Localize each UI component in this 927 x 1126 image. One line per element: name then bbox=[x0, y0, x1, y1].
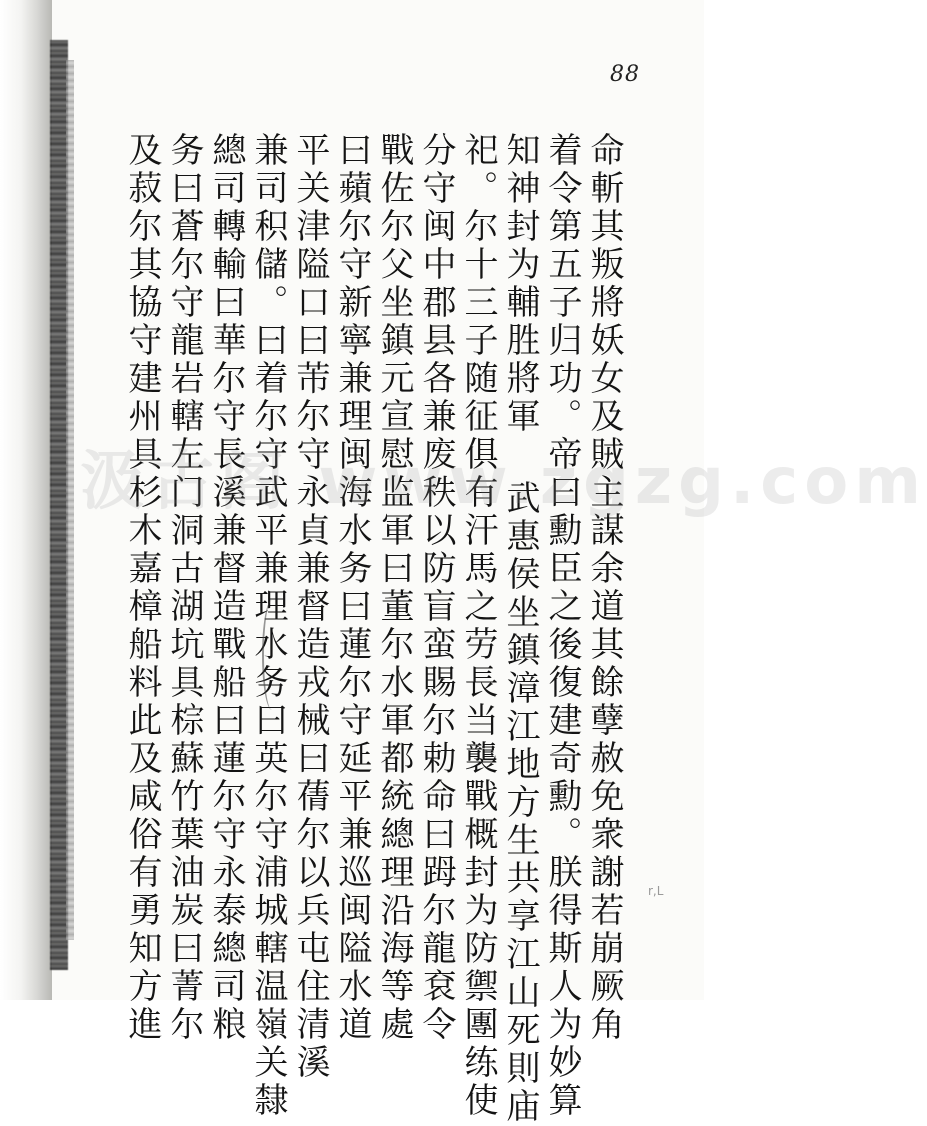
corner-mark: r,L bbox=[648, 884, 664, 898]
text-column-11: 务曰蒼尔守龍岩轄左门洞古湖坑具棕蘇竹葉油炭曰菁尔 bbox=[164, 132, 204, 1044]
text-column-3: 知神封为輔胜將軍 武惠侯坐鎮漳江地方生共享江山死則庙 bbox=[500, 132, 540, 1126]
text-column-10: 總司轉輸曰華尔守長溪兼督造戰船曰蓮尔守永泰總司粮 bbox=[206, 132, 246, 1044]
margin-bracket bbox=[262, 600, 282, 710]
text-column-6: 戰佐尔父坐鎮元宣慰监軍曰董尔水軍都統總理沿海等處 bbox=[374, 132, 414, 1044]
page-number: 88 bbox=[610, 62, 640, 87]
text-column-8: 平关津隘口曰芾尔守永貞兼督造戎械曰蒨尔以兵屯住清溪 bbox=[290, 132, 330, 1082]
text-column-1: 命斬其叛將妖女及賊主謀余道其餘孽赦免衆謝若崩厥角 bbox=[584, 132, 624, 1044]
text-column-4: 祀。尔十三子随征俱有汗馬之劳長当襲戰概封为防禦團练使 bbox=[458, 132, 498, 1120]
text-column-12: 及菽尔其協守建州具杉木嘉樟船料此及咸俗有勇知方進 bbox=[122, 132, 162, 1044]
text-column-9: 兼司积儲。曰着尔守武平兼理水务曰英尔守浦城轄温嶺关隸 bbox=[248, 132, 288, 1120]
watermark: 汲古阁 www.zgzg.com bbox=[80, 445, 927, 519]
binding-shadow-inner bbox=[66, 60, 74, 940]
text-column-2: 着令第五子归功。帝曰勳臣之後復建奇勳。朕得斯人为妙算 bbox=[542, 132, 582, 1120]
text-column-7: 曰蘋尔守新寧兼理闽海水务曰蓮尔守延平兼巡闽隘水道 bbox=[332, 132, 372, 1044]
binding-edge bbox=[0, 0, 52, 1000]
text-column-5: 分守闽中郡县各兼废秩以防盲蛮賜尔勅命曰𧿹尔龍袞令 bbox=[416, 132, 456, 1044]
